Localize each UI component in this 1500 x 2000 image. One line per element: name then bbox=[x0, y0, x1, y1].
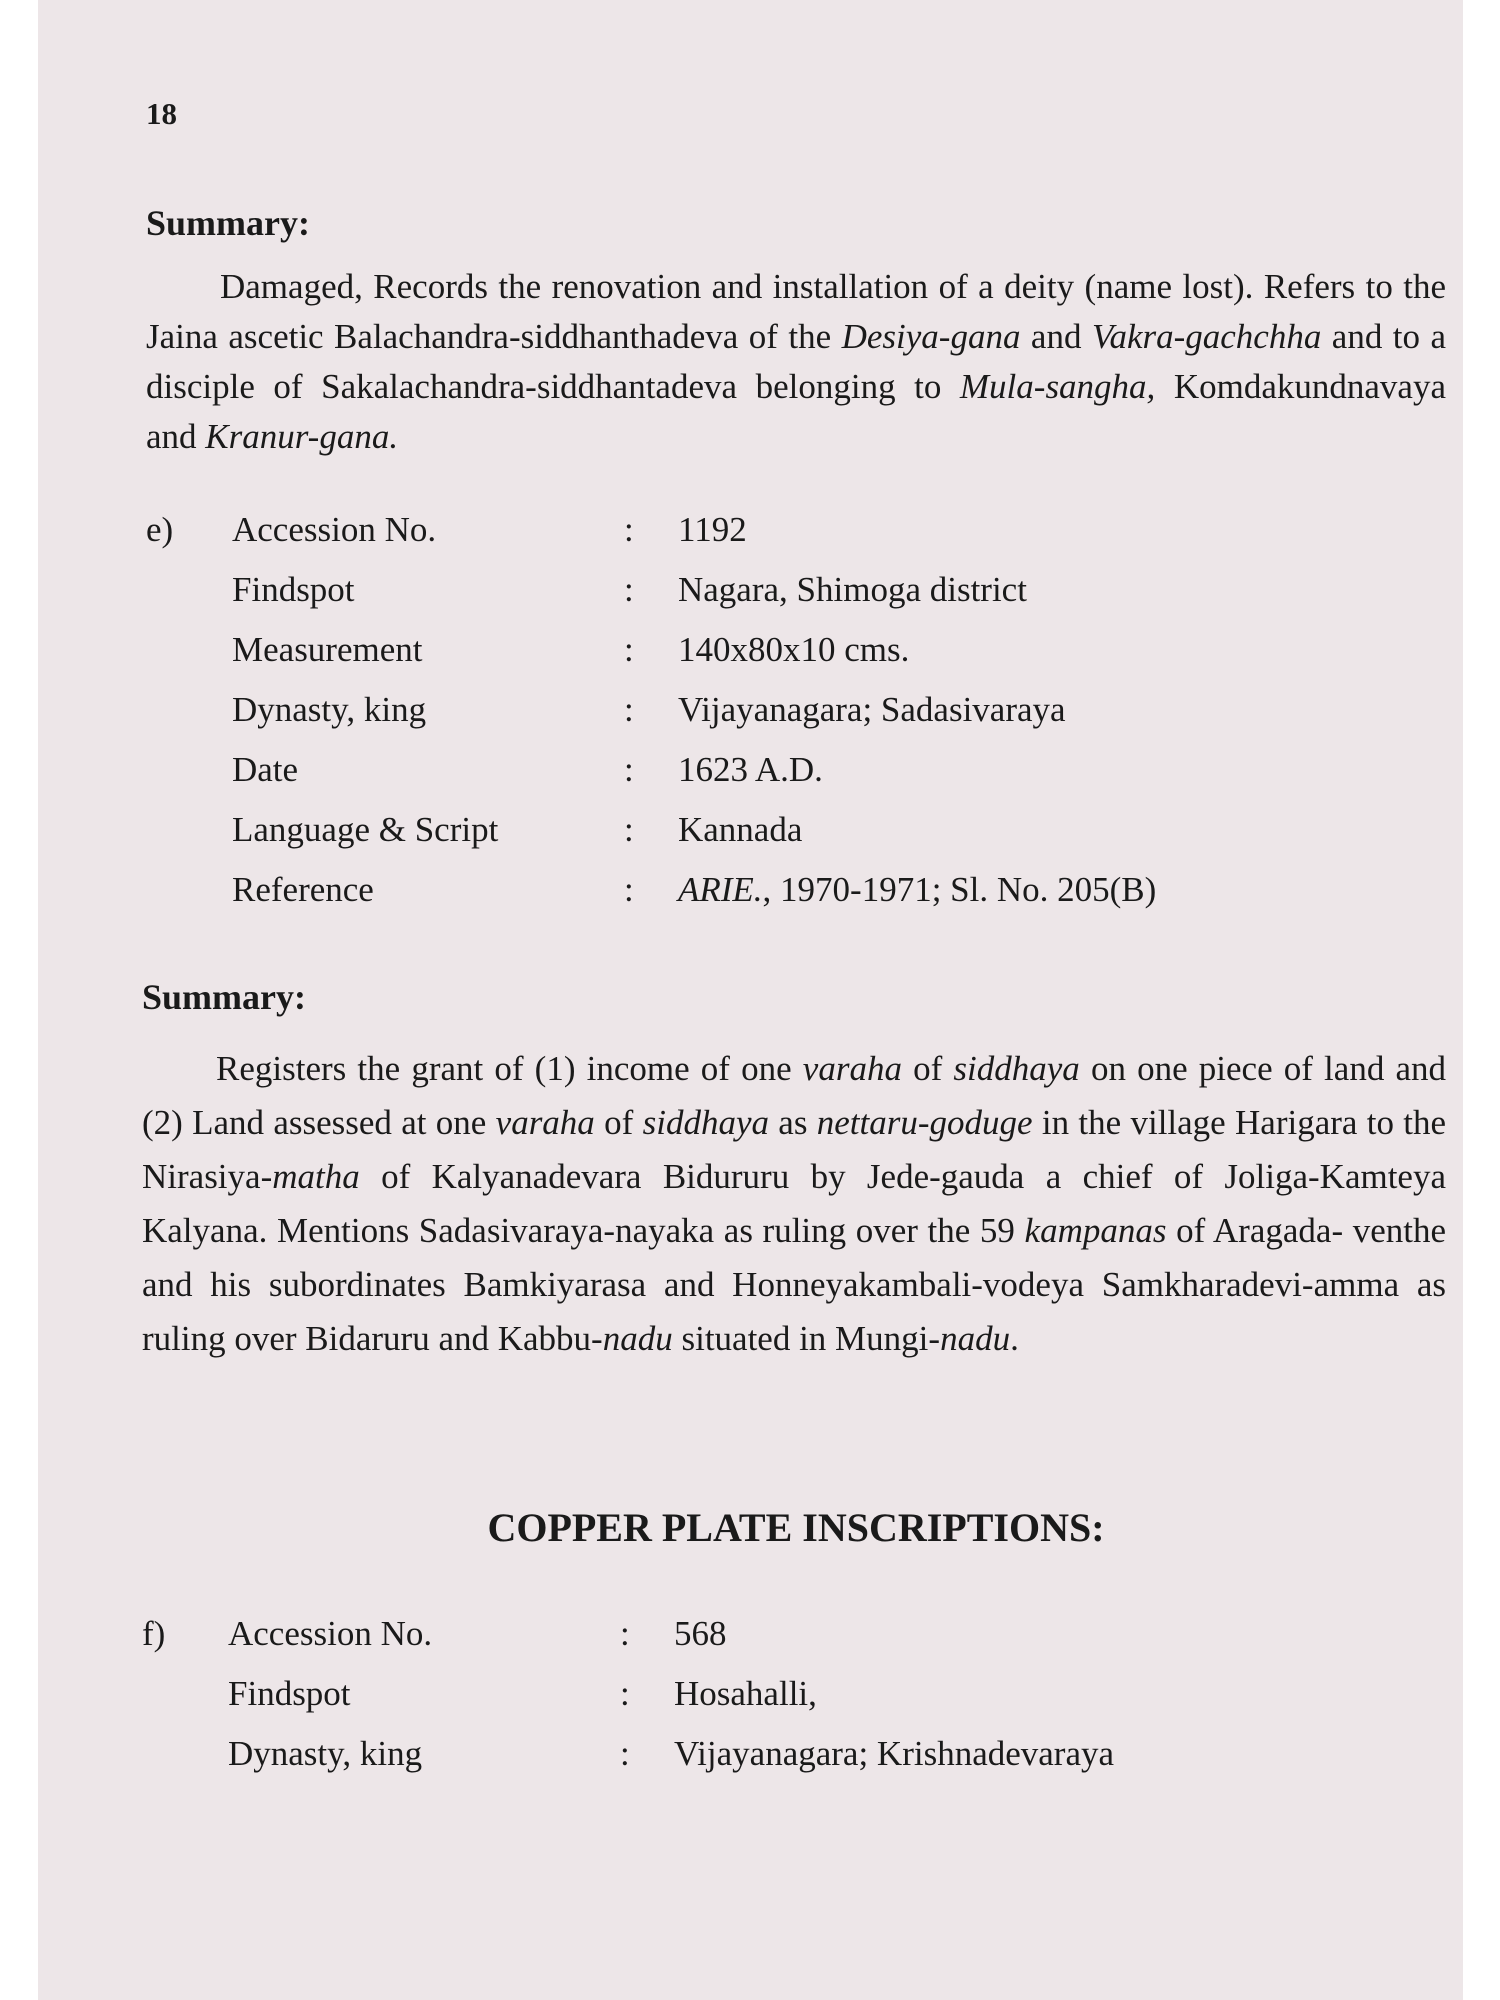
record-value: 1623 A.D. bbox=[678, 750, 823, 789]
record-row bbox=[146, 630, 1446, 690]
summary-1-italic-term: Mula-sangha, bbox=[959, 367, 1156, 406]
record-row bbox=[142, 1674, 1442, 1734]
record-colon: : bbox=[624, 870, 634, 909]
summary-1-text-part: and to a disciple of Sakalachandra-siddhantadeva belonging to bbox=[146, 317, 1447, 406]
summary-1-text bbox=[146, 262, 1446, 462]
summary-1-text-part: Komdakundnavaya and bbox=[146, 367, 1447, 456]
summary-2-text-part: of Kalyanadevara Bidururu by Jede-gauda a chief of Joliga-Kamteya Kalyana. Mentions Sadasivaraya-nayaka as ruling over the 59 bbox=[142, 1157, 1446, 1250]
record-value: 140x80x10 cms. bbox=[678, 630, 910, 669]
record-label: Accession No. bbox=[232, 510, 437, 549]
record-colon: : bbox=[620, 1674, 630, 1713]
record-value: Nagara, Shimoga district bbox=[678, 570, 1027, 609]
summary-1-text-part: Damaged, Records the renovation and installation of a deity (name lost). Refers to the Jaina ascetic Balachandra-siddhanthadeva of the bbox=[146, 267, 1446, 356]
record-row bbox=[146, 510, 1446, 570]
summary-2-text-part: of bbox=[901, 1049, 954, 1088]
summary-2-italic-term: nettaru-goduge bbox=[816, 1103, 1033, 1142]
record-value: 568 bbox=[674, 1614, 727, 1653]
summary-2 bbox=[142, 976, 1446, 1366]
record-label: Date bbox=[232, 750, 299, 789]
record-label: Findspot bbox=[232, 570, 355, 609]
summary-2-text-part: in the village Harigara to the Nirasiya- bbox=[142, 1103, 1447, 1196]
record-value: Vijayanagara; Krishnadevaraya bbox=[674, 1734, 1115, 1773]
summary-2-text-part: on one piece of land and (2) Land assessed at one bbox=[142, 1049, 1446, 1142]
record-row bbox=[142, 1614, 1442, 1674]
summary-2-text-part: Registers the grant of (1) income of one bbox=[216, 1049, 803, 1088]
record-label: Measurement bbox=[232, 630, 423, 669]
record-colon: : bbox=[624, 750, 634, 789]
record-row bbox=[146, 750, 1446, 810]
record-letter: f) bbox=[142, 1614, 166, 1653]
record-colon: : bbox=[624, 630, 634, 669]
record-colon: : bbox=[624, 570, 634, 609]
record-colon: : bbox=[620, 1734, 630, 1773]
record-label: Language & Script bbox=[232, 810, 499, 849]
record-label: Accession No. bbox=[228, 1614, 433, 1653]
summary-2-italic-term: nadu bbox=[602, 1319, 673, 1358]
record-row bbox=[142, 1734, 1442, 1794]
record-row bbox=[146, 810, 1446, 870]
reference-italic: ARIE. bbox=[678, 870, 763, 909]
record-value: Vijayanagara; Sadasivaraya bbox=[678, 690, 1066, 729]
summary-2-text bbox=[142, 1042, 1446, 1366]
summary-2-text-part: as bbox=[768, 1103, 817, 1142]
record-value: 1192 bbox=[678, 510, 747, 549]
record-label: Reference bbox=[232, 870, 374, 909]
summary-2-text-part: situated in Mungi- bbox=[672, 1319, 941, 1358]
reference-text: , 1970-1971; Sl. No. 205(B) bbox=[762, 870, 1157, 909]
summary-2-italic-term: varaha bbox=[495, 1103, 595, 1142]
record-value bbox=[678, 870, 1156, 910]
summary-2-italic-term: nadu bbox=[940, 1319, 1011, 1358]
summary-1-italic-term: Desiya-gana bbox=[841, 317, 1021, 356]
summary-1-heading: Summary: bbox=[146, 203, 310, 243]
record-label: Findspot bbox=[228, 1674, 351, 1713]
summary-2-text-part: of bbox=[594, 1103, 643, 1142]
record-label: Dynasty, king bbox=[232, 690, 427, 729]
record-colon: : bbox=[624, 810, 634, 849]
summary-2-italic-term: siddhaya bbox=[953, 1049, 1080, 1088]
record-colon: : bbox=[624, 690, 634, 729]
record-row bbox=[146, 690, 1446, 750]
summary-1 bbox=[146, 202, 1446, 462]
summary-2-italic-term: kampanas bbox=[1024, 1211, 1167, 1250]
record-e bbox=[146, 510, 1446, 930]
record-value: Hosahalli, bbox=[674, 1674, 817, 1713]
record-colon: : bbox=[620, 1614, 630, 1653]
record-colon: : bbox=[624, 510, 634, 549]
summary-2-italic-term: matha bbox=[272, 1157, 360, 1196]
summary-1-italic-term: Kranur-gana. bbox=[205, 417, 399, 456]
summary-2-italic-term: varaha bbox=[802, 1049, 902, 1088]
document-page bbox=[38, 0, 1463, 2000]
summary-2-italic-term: siddhaya bbox=[642, 1103, 769, 1142]
summary-2-heading: Summary: bbox=[142, 977, 306, 1017]
record-value: Kannada bbox=[678, 810, 803, 849]
summary-1-text-part: and bbox=[1020, 317, 1092, 356]
section-title: COPPER PLATE INSCRIPTIONS: bbox=[487, 1505, 1105, 1550]
record-row bbox=[146, 570, 1446, 630]
record-label: Dynasty, king bbox=[228, 1734, 423, 1773]
record-letter: e) bbox=[146, 510, 174, 549]
summary-2-text-part: of Aragada- venthe and his subordinates Bamkiyarasa and Honneyakambali-vodeya Samkharadevi-amma as ruling over Bidaruru and Kabbu- bbox=[142, 1211, 1446, 1358]
record-f bbox=[142, 1614, 1442, 1794]
summary-2-text-part: . bbox=[1010, 1319, 1019, 1358]
record-row bbox=[146, 870, 1446, 930]
summary-1-italic-term: Vakra-gachchha bbox=[1091, 317, 1322, 356]
page-number: 18 bbox=[146, 96, 177, 131]
page-margin bbox=[1463, 0, 1500, 2000]
